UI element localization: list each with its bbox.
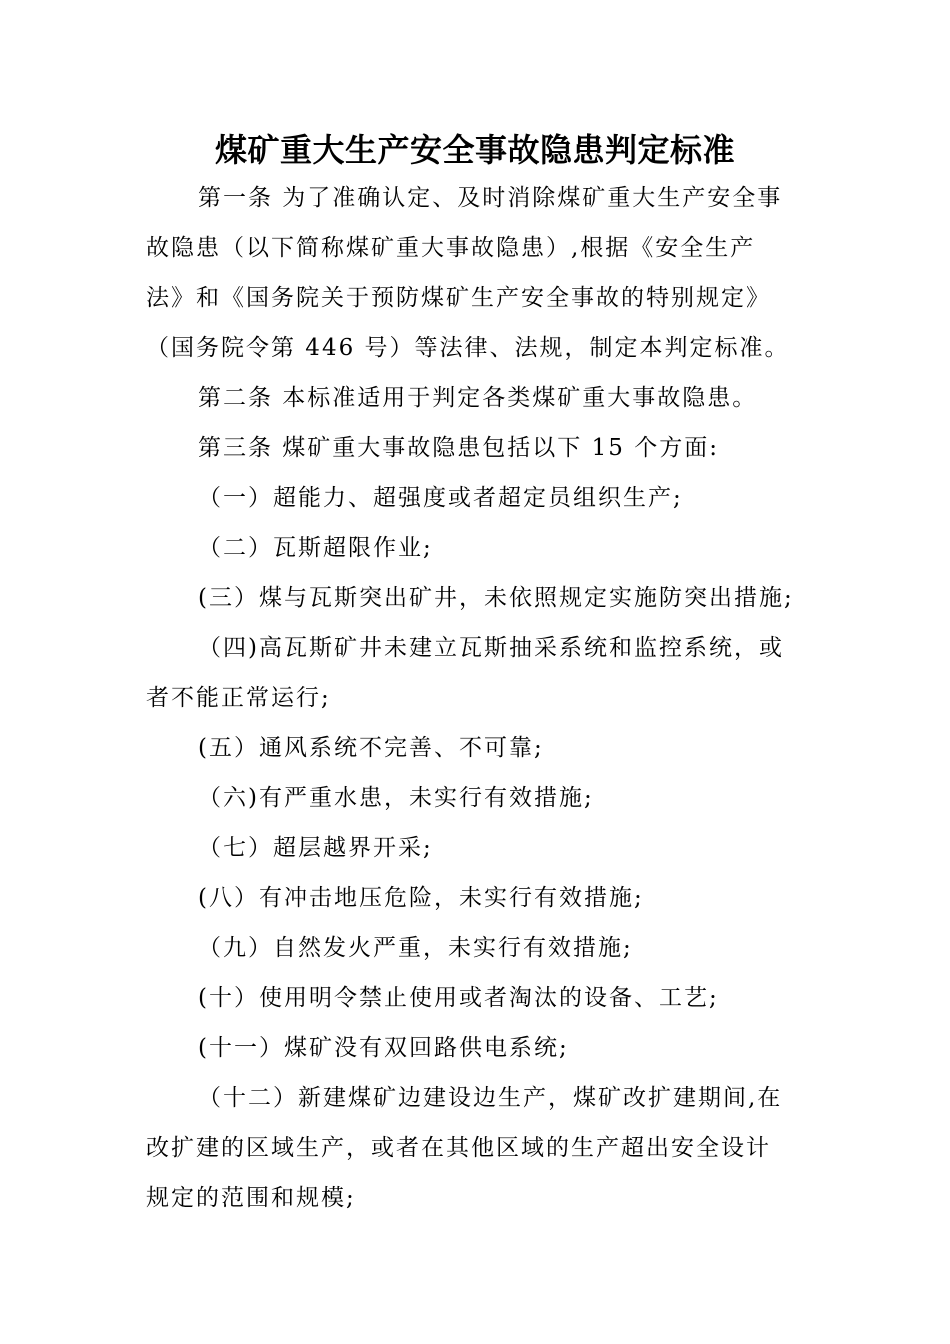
article-3: 第三条 煤矿重大事故隐患包括以下 15 个方面: <box>198 435 719 461</box>
article-1-line-4: （国务院令第 446 号）等法律、法规，制定本判定标准。 <box>146 335 790 361</box>
article-1-line-2: 故隐患（以下简称煤矿重大事故隐患）,根据《安全生产 <box>146 235 756 261</box>
list-item-12-line-1: （十二）新建煤矿边建设边生产，煤矿改扩建期间,在 <box>198 1085 783 1111</box>
article-1-line-1: 第一条 为了准确认定、及时消除煤矿重大生产安全事 <box>198 185 783 211</box>
list-item-3: (三）煤与瓦斯突出矿井，未依照规定实施防突出措施; <box>198 585 794 611</box>
list-item-9: （九）自然发火严重，未实行有效措施; <box>198 935 633 961</box>
document-title: 煤矿重大生产安全事故隐患判定标准 <box>214 131 735 169</box>
list-item-1: （一）超能力、超强度或者超定员组织生产; <box>198 485 683 511</box>
list-item-12-line-3: 规定的范围和规模; <box>146 1185 356 1211</box>
list-item-4-line-1: （四)高瓦斯矿井未建立瓦斯抽采系统和监控系统，或 <box>198 635 784 661</box>
list-item-11: (十一）煤矿没有双回路供电系统; <box>198 1035 569 1061</box>
list-item-5: (五）通风系统不完善、不可靠; <box>198 735 544 761</box>
list-item-10: (十）使用明令禁止使用或者淘汰的设备、工艺; <box>198 985 719 1011</box>
list-item-6: （六)有严重水患，未实行有效措施; <box>198 785 594 811</box>
list-item-8: (八）有冲击地压危险，未实行有效措施; <box>198 885 644 911</box>
list-item-12-line-2: 改扩建的区域生产，或者在其他区域的生产超出安全设计 <box>146 1135 771 1161</box>
article-1-line-3: 法》和《国务院关于预防煤矿生产安全事故的特别规定》 <box>146 285 771 311</box>
list-item-7: （七）超层越界开采; <box>198 835 433 861</box>
list-item-2: （二）瓦斯超限作业; <box>198 535 433 561</box>
list-item-4-line-2: 者不能正常运行; <box>146 685 331 711</box>
article-2: 第二条 本标准适用于判定各类煤矿重大事故隐患。 <box>198 385 758 411</box>
